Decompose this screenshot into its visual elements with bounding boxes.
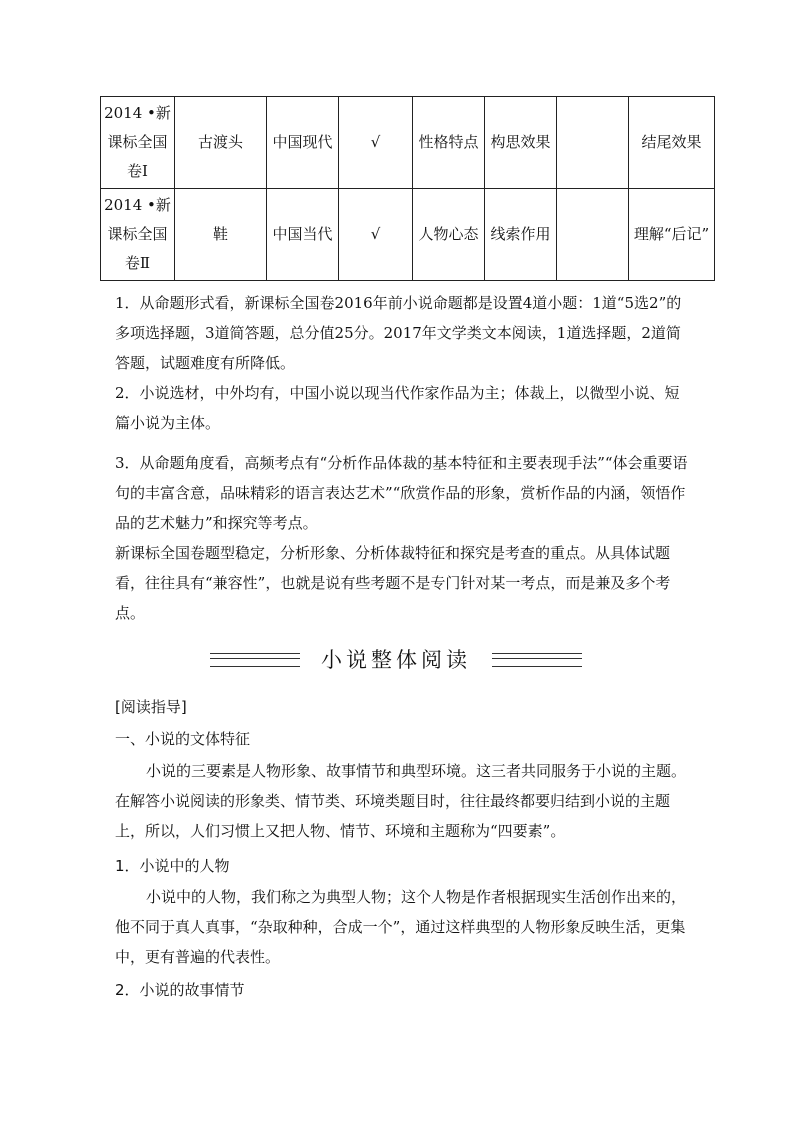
- analysis-summary: 新课标全国卷题型稳定，分析形象、分析体裁特征和探究是考查的重点。从具体试题看，往往具有“兼容性”，也就是说有些考题不是专门针对某一考点，而是兼及多个考点。: [115, 544, 671, 622]
- table-row: [101, 189, 715, 281]
- technique-question-cell: 构思效果: [485, 97, 557, 189]
- era-cell: 中国现代: [267, 97, 339, 189]
- character-question-cell: 人物心态: [413, 189, 485, 281]
- empty-cell: [557, 189, 629, 281]
- theme-question-cell: 结尾效果: [629, 97, 715, 189]
- theme-question-cell: 理解“后记”: [629, 189, 715, 281]
- analysis-point-3: 3．从命题角度看，高频考点有“分析作品体裁的基本特征和主要表现手法”“体会重要语句的丰富含意，品味精彩的语言表达艺术”“欣赏作品的形象，赏析作品的内涵，领悟作品的艺术魅力”和探究等考点。: [115, 454, 688, 532]
- section-title: 小说整体阅读: [321, 648, 471, 672]
- empty-cell: [557, 97, 629, 189]
- table-row: [101, 97, 715, 189]
- technique-question-cell: 线索作用: [485, 189, 557, 281]
- check-mark-cell: √: [339, 189, 413, 281]
- section-banner: [210, 644, 582, 676]
- analysis-point-1: 1．从命题形式看，新课标全国卷2016年前小说命题都是设置4道小题：1道“5选2”的多项选择题，3道简答题，总分值25分。2017年文学类文本阅读，1道选择题，2道简答题，试题难度有所降低。: [115, 294, 682, 372]
- heading-plot: 2．小说的故事情节: [115, 981, 245, 999]
- exam-source-cell: 2014 •新课标全国卷Ⅰ: [101, 97, 175, 189]
- analysis-point-2: 2．小说选材，中外均有，中国小说以现当代作家作品为主；体裁上，以微型小说、短篇小说为主体。: [115, 384, 680, 432]
- heading-genre-features: 一、小说的文体特征: [115, 730, 251, 748]
- check-mark-cell: √: [339, 97, 413, 189]
- character-question-cell: 性格特点: [413, 97, 485, 189]
- heading-characters: 1．小说中的人物: [115, 857, 230, 875]
- exam-table: [100, 96, 715, 281]
- exam-source-cell: 2014 •新课标全国卷Ⅱ: [101, 189, 175, 281]
- characters-paragraph: 小说中的人物，我们称之为典型人物；这个人物是作者根据现实生活创作出来的，他不同于真人真事，“杂取种种，合成一个”，通过这样典型的人物形象反映生活，更集中，更有普遍的代表性。: [115, 888, 687, 966]
- genre-features-paragraph: 小说的三要素是人物形象、故事情节和典型环境。这三者共同服务于小说的主题。在解答小说阅读的形象类、情节类、环境类题目时，往往最终都要归结到小说的主题上，所以，人们习惯上又把人物、情节、环境和主题称为“四要素”。: [115, 762, 687, 840]
- novel-title-cell: 古渡头: [175, 97, 267, 189]
- novel-title-cell: 鞋: [175, 189, 267, 281]
- guide-label: [阅读指导]: [115, 698, 187, 716]
- decorative-rule: [492, 653, 582, 667]
- era-cell: 中国当代: [267, 189, 339, 281]
- decorative-rule: [210, 653, 300, 667]
